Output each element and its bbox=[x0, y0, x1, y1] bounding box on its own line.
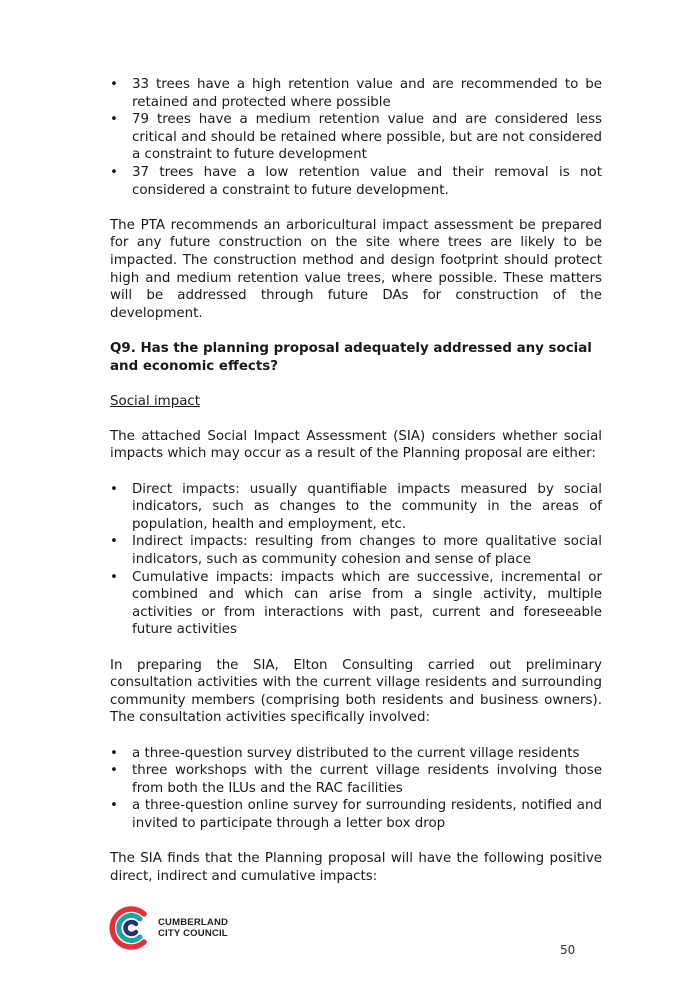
list-item: • 33 trees have a high retention value and are recommended to be retained and protected where possible bbox=[110, 76, 602, 111]
list-item: • Cumulative impacts: impacts which are successive, incremental or combined and which can arise from a single activity, multiple activities or from interactions with past, current and foreseeable future activities bbox=[110, 569, 602, 639]
consultation-paragraph: In preparing the SIA, Elton Consulting carried out preliminary consultation activities with the current village residents and surrounding community members (comprising both residents and business owners). The consultation activities specifically involved: bbox=[110, 657, 602, 726]
list-item: • Direct impacts: usually quantifiable impacts measured by social indicators, such as changes to the community in the areas of population, health and employment, etc. bbox=[110, 481, 602, 534]
list-item: • Indirect impacts: resulting from changes to more qualitative social indicators, such as community cohesion and sense of place bbox=[110, 533, 602, 568]
question-heading: Q9. Has the planning proposal adequately addressed any social and economic effects? bbox=[110, 340, 592, 374]
logo-line-2: CITY COUNCIL bbox=[158, 928, 228, 939]
impact-types-list bbox=[110, 481, 602, 639]
list-item: • a three-question online survey for surrounding residents, notified and invited to participate through a letter box drop bbox=[110, 797, 602, 832]
council-logo bbox=[108, 904, 248, 952]
list-item: • a three-question survey distributed to the current village residents bbox=[110, 745, 602, 763]
list-item: • 37 trees have a low retention value and their removal is not considered a constraint to future development. bbox=[110, 164, 602, 199]
logo-text bbox=[158, 917, 228, 939]
consultation-activities-list bbox=[110, 745, 602, 833]
list-item: • 79 trees have a medium retention value and are considered less critical and should be retained where possible, but are not considered a constraint to future development bbox=[110, 111, 602, 164]
tree-retention-list bbox=[110, 76, 602, 199]
council-logo-icon bbox=[108, 905, 154, 951]
pta-paragraph: The PTA recommends an arboricultural impact assessment be prepared for any future construction on the site where trees are likely to be impacted. The construction method and design footprint should protect high and medium retention value trees, where possible. These matters will be addressed through future DAs for construction of the development. bbox=[110, 217, 602, 321]
section-heading: Social impact bbox=[110, 393, 201, 409]
sia-intro-paragraph: The attached Social Impact Assessment (SIA) considers whether social impacts which may occur as a result of the Planning proposal are either: bbox=[110, 428, 602, 462]
list-item: • three workshops with the current village residents involving those from both the ILUs and the RAC facilities bbox=[110, 762, 602, 797]
page-number: 50 bbox=[560, 943, 576, 957]
document-body bbox=[110, 76, 602, 885]
logo-line-1: CUMBERLAND bbox=[158, 917, 229, 928]
findings-paragraph: The SIA finds that the Planning proposal will have the following positive direct, indirect and cumulative impacts: bbox=[110, 851, 602, 884]
